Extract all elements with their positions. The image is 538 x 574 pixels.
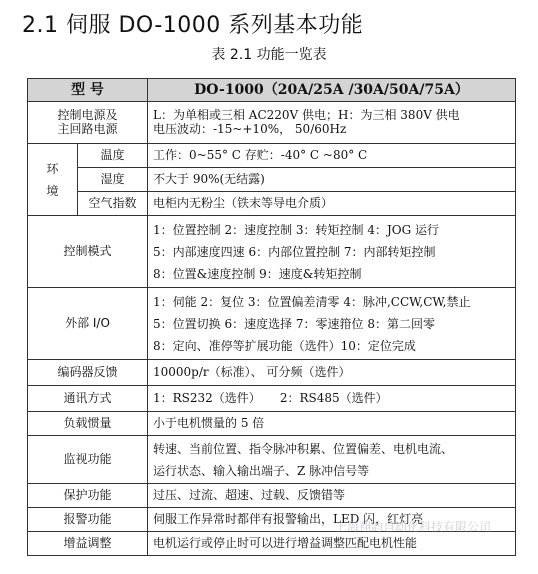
control-mode-line: 8：位置&速度控制 9：速度&转矩控制	[153, 266, 362, 281]
table-row-temperature	[28, 144, 516, 168]
inertia-value: 小于电机惯量的 5 倍	[148, 412, 516, 436]
environment-label-char: 环	[46, 161, 59, 176]
temperature-value: 工作：0~55° C 存贮：-40° C ~80° C	[148, 144, 516, 168]
alarm-value: 伺服工作异常时都伴有报警输出，LED 闪，红灯亮	[148, 508, 516, 532]
watermark: 上海翔韵自动化科技有限公司	[335, 520, 492, 534]
gain-label: 增益调整	[28, 532, 148, 556]
environment-label	[28, 144, 78, 216]
header-model-value: DO-1000（20A/25A /30A/50A/75A）	[148, 79, 516, 102]
environment-label-char: 境	[46, 183, 59, 198]
table-row-encoder	[28, 360, 516, 386]
power-label	[28, 102, 148, 144]
control-mode-line: 5：内部速度四速 6：内部位置控制 7：内部转矩控制	[153, 244, 436, 259]
power-value	[148, 102, 516, 144]
table-caption: 表 2.1 功能一览表	[211, 47, 327, 63]
table-row-humidity	[28, 168, 516, 192]
air-value: 电柜内无粉尘（铁末等导电介质）	[148, 192, 516, 216]
external-io-line: 8：定向、准停等扩展功能（选件）10：定位完成	[153, 338, 416, 353]
control-mode-label: 控制模式	[28, 216, 148, 288]
protection-label: 保护功能	[28, 484, 148, 508]
table-row-power	[28, 102, 516, 144]
air-label: 空气指数	[78, 192, 148, 216]
monitor-line: 运行状态、输入输出端子、Z 脉冲信号等	[153, 463, 370, 478]
alarm-label: 报警功能	[28, 508, 148, 532]
encoder-value: 10000p/r（标准）、 可分频（选件）	[148, 360, 516, 386]
table-header-row	[28, 79, 516, 102]
external-io-line: 1：伺能 2：复位 3：位置偏差清零 4：脉冲,CCW,CW,禁止	[153, 294, 471, 309]
table-row-control-mode	[28, 216, 516, 288]
header-model-label: 型 号	[28, 79, 148, 102]
table-row-inertia	[28, 412, 516, 436]
control-mode-value	[148, 216, 516, 288]
function-table	[27, 78, 516, 556]
comm-value: 1：RS232（选件） 2：RS485（选件）	[148, 386, 516, 412]
humidity-label: 湿度	[78, 168, 148, 192]
table-row-alarm	[28, 508, 516, 532]
power-value-line: 电压波动：-15~+10%， 50/60Hz	[153, 121, 347, 136]
comm-label: 通讯方式	[28, 386, 148, 412]
external-io-label: 外部 I/O	[28, 288, 148, 360]
power-label-line: 主回路电源	[57, 121, 118, 136]
table-row-external-io	[28, 288, 516, 360]
protection-value: 过压、过流、超速、过载、反馈错等	[148, 484, 516, 508]
power-label-line: 控制电源及	[57, 107, 118, 122]
control-mode-line: 1：位置控制 2：速度控制 3：转矩控制 4：JOG 运行	[153, 222, 440, 237]
external-io-value	[148, 288, 516, 360]
table-row-air	[28, 192, 516, 216]
page-title: 2.1 伺服 DO-1000 系列基本功能	[22, 13, 364, 38]
encoder-label: 编码器反馈	[28, 360, 148, 386]
table-row-gain	[28, 532, 516, 556]
power-value-line: L：为单相或三相 AC220V 供电；H：为三相 380V 供电	[153, 107, 460, 122]
gain-value: 电机运行或停止时可以进行增益调整匹配电机性能	[148, 532, 516, 556]
table-row-protection	[28, 484, 516, 508]
table-row-comm	[28, 386, 516, 412]
external-io-line: 5：位置切换 6：速度选择 7：零速箝位 8：第二回零	[153, 316, 435, 331]
monitor-value	[148, 436, 516, 484]
temperature-label: 温度	[78, 144, 148, 168]
table-row-monitor	[28, 436, 516, 484]
monitor-label: 监视功能	[28, 436, 148, 484]
humidity-value: 不大于 90%(无结露)	[148, 168, 516, 192]
inertia-label: 负载惯量	[28, 412, 148, 436]
monitor-line: 转速、当前位置、指令脉冲积累、位置偏差、电机电流、	[153, 441, 454, 456]
